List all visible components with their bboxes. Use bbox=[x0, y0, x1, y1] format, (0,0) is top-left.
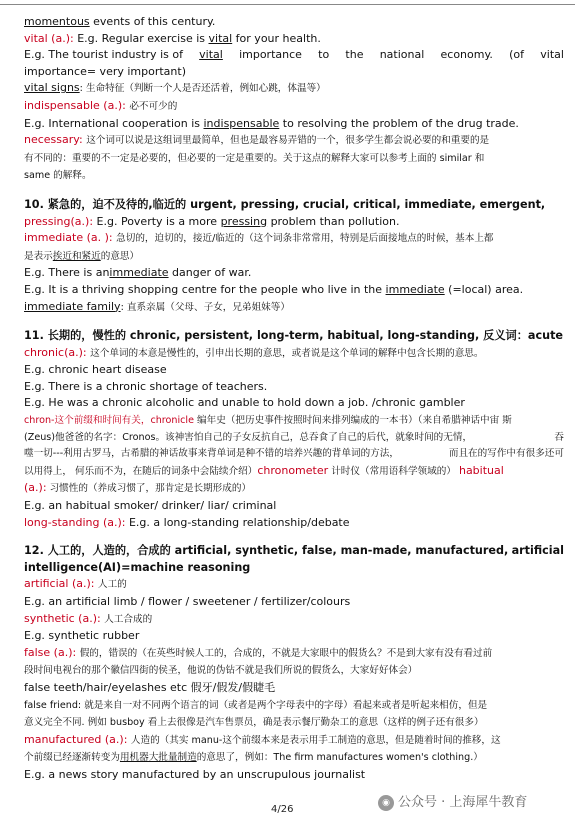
text-line bbox=[24, 662, 564, 680]
underlined-term: indispensable bbox=[203, 116, 280, 130]
text-span: 11. 长期的，慢性的 bbox=[24, 329, 130, 343]
text-line bbox=[24, 116, 564, 133]
text-span: to resolving the problem of the drug trade. bbox=[279, 116, 519, 130]
text-span: false friend: 就是来自一对不同两个语言的词（或者是两个字母表中的字母）看起来或者是听起来相仿，但是 bbox=[24, 699, 488, 711]
text-line bbox=[24, 395, 564, 412]
text-span: 计时仪（常用语科学领域的） bbox=[328, 465, 459, 477]
text-line bbox=[24, 412, 564, 430]
term-label: habitual bbox=[458, 463, 504, 477]
top-rule bbox=[0, 4, 575, 5]
text-span: 人工的 bbox=[97, 579, 127, 591]
text-span: danger of war. bbox=[168, 266, 252, 280]
page-number: 4/26 bbox=[271, 804, 294, 815]
section-gap bbox=[24, 185, 564, 197]
text-span: urgent, pressing, crucial, critical, immediate, emergent, bbox=[190, 197, 546, 211]
section-heading bbox=[24, 543, 564, 560]
text-line bbox=[24, 299, 564, 317]
text-span: 急切的，迫切的，接近/临近的（这个词条非常常用，特别是后面接地点的时候，基本上都 bbox=[116, 233, 494, 245]
text-line bbox=[24, 498, 564, 515]
text-line bbox=[24, 80, 564, 98]
text-line bbox=[24, 645, 564, 663]
wechat-icon: ◉ bbox=[378, 795, 394, 811]
text-line bbox=[24, 767, 564, 784]
text-line bbox=[24, 362, 564, 379]
text-line bbox=[24, 379, 564, 396]
text-span: 编年史（把历史事件按照时间来排列编成的一本书）（来自希腊神话中宙 斯 bbox=[193, 415, 512, 427]
section-heading bbox=[24, 560, 564, 577]
text-span: E.g. It is a thriving shopping centre for the people who live in the bbox=[24, 282, 386, 296]
text-line bbox=[24, 214, 564, 231]
underlined-term: immediate bbox=[109, 266, 169, 280]
text-line bbox=[24, 345, 564, 363]
text-span: 噬一切---利用古罗马，古希腊的神话故事来背单词是种不错的培养兴趣的背单词的方法， bbox=[24, 448, 399, 460]
text-line bbox=[24, 132, 564, 150]
document-body bbox=[24, 14, 564, 784]
underlined-term: momentous bbox=[24, 15, 90, 28]
text-span: E.g. The tourist industry is of bbox=[24, 48, 183, 62]
text-line bbox=[24, 150, 564, 168]
term-label: chronic(a.): bbox=[24, 345, 91, 359]
text-span: importance bbox=[239, 48, 302, 62]
text-span: E.g. There is an bbox=[24, 266, 110, 280]
term-label: chron-这个前缀和时间有关，chronicle bbox=[24, 415, 194, 427]
text-line bbox=[24, 47, 564, 64]
section-heading bbox=[24, 328, 564, 345]
text-span: to bbox=[318, 48, 330, 62]
section-gap bbox=[24, 531, 564, 543]
term-label: vital (a.): bbox=[24, 31, 74, 45]
text-span: E.g. synthetic rubber bbox=[24, 629, 140, 643]
text-span: false teeth/hair/eyelashes etc 假牙/假发/假睫毛 bbox=[24, 680, 276, 694]
text-span: 以用得上， 何乐而不为，在随后的词条中会陆续介绍） bbox=[24, 465, 258, 477]
text-span: events of this century. bbox=[89, 15, 216, 28]
term-label: manufactured (a.): bbox=[24, 732, 131, 746]
text-line bbox=[24, 430, 564, 447]
text-line bbox=[24, 265, 564, 282]
text-line bbox=[24, 282, 564, 299]
text-span: 假的，错误的（在英些时候人工的，合成的，不就是大家眼中的假货么？不是到大家有没有看过前 bbox=[79, 647, 493, 659]
text-span: 这个词可以说是这组词里最简单，但也是最容易弄错的一个，很多学生都会说必要的和重要的是 bbox=[86, 135, 490, 147]
text-span: 而且在的写作中有很多还可 bbox=[448, 448, 564, 460]
watermark bbox=[378, 795, 527, 812]
text-line bbox=[24, 480, 564, 498]
text-span: 12. 人工的，人造的，合成的 artificial, synthetic, false, man-made, manufactured, bbox=[24, 544, 509, 558]
text-span: E.g. chronic heart disease bbox=[24, 363, 167, 377]
text-line bbox=[24, 31, 564, 48]
text-span: E.g. a long-standing relationship/debate bbox=[125, 515, 350, 529]
text-span: the bbox=[345, 48, 364, 62]
underlined-term: 用机器大批量制造 bbox=[119, 752, 197, 764]
text-span: importance= very important) bbox=[24, 64, 187, 78]
term-label: false (a.): bbox=[24, 645, 80, 659]
text-span: 的意思了，例如：The firm manufactures women's clothing.） bbox=[196, 752, 483, 764]
text-span: 必不可少的 bbox=[129, 100, 178, 112]
text-span: E.g. a news story manufactured by an unscrupulous journalist bbox=[24, 767, 366, 781]
text-span: 个前缀已经逐渐转变为 bbox=[24, 752, 120, 764]
text-span: E.g. There is a chronic shortage of teachers. bbox=[24, 379, 268, 393]
text-line bbox=[24, 697, 564, 715]
text-span: artificial bbox=[511, 544, 564, 558]
text-span: same 的解释。 bbox=[24, 170, 92, 182]
text-span: chronic, persistent, long-term, habitual, long-standing, bbox=[129, 329, 480, 343]
term-label: (a.): bbox=[24, 481, 47, 495]
underlined-term: vital bbox=[199, 48, 223, 62]
text-span: 习惯性的（养成习惯了，那肯定是长期形成的） bbox=[46, 483, 252, 495]
text-span: 是表示 bbox=[24, 250, 53, 262]
term-label: indispensable (a.): bbox=[24, 98, 130, 112]
text-span: E.g. an habitual smoker/ drinker/ liar/ criminal bbox=[24, 499, 277, 513]
term-label: pressing(a.): bbox=[24, 214, 94, 228]
text-span: intelligence(AI)=machine reasoning bbox=[24, 560, 251, 574]
text-line bbox=[24, 680, 564, 697]
underlined-term: pressing bbox=[220, 214, 268, 228]
text-line bbox=[24, 611, 564, 629]
text-span: (of bbox=[509, 48, 525, 62]
text-line bbox=[24, 749, 564, 767]
text-span: 人造的（其实 manu-这个前缀本来是表示用手工制造的意思，但是随着时间的推移，这 bbox=[130, 734, 501, 746]
text-span: (Zeus)他爸爸的名字：Cronos。该神害怕自己的子女反抗自己，总吞食了自己的后代，就象时间的无情， bbox=[24, 431, 473, 443]
text-line bbox=[24, 248, 564, 266]
term-label: chronometer bbox=[257, 463, 329, 477]
underlined-term: immediate family bbox=[24, 299, 121, 313]
text-span: 段时间电视台的那个徽信四街的侯圣，他说的伪钻不就是我们所说的假货么，大家好好体会） bbox=[24, 665, 418, 677]
text-span: economy. bbox=[440, 48, 493, 62]
text-span: (=local) area. bbox=[444, 282, 524, 296]
text-span: E.g. Poverty is a more bbox=[93, 214, 221, 228]
term-label: synthetic (a.): bbox=[24, 611, 105, 625]
text-span: problem than pollution. bbox=[267, 214, 400, 228]
text-line bbox=[24, 594, 564, 611]
text-span: : 生命特征（判断一个人是否还活着，例如心跳，体温等） bbox=[79, 83, 326, 95]
section-heading bbox=[24, 197, 564, 214]
text-span: E.g. He was a chronic alcoholic and unable to hold down a job. /chronic gambler bbox=[24, 396, 465, 410]
text-line bbox=[24, 732, 564, 750]
text-span: 吞 bbox=[554, 431, 564, 443]
text-line bbox=[24, 628, 564, 645]
text-line bbox=[24, 64, 564, 81]
text-span: E.g. an artificial limb / flower / sweetener / fertilizer/colours bbox=[24, 595, 351, 608]
underlined-term: vital bbox=[208, 31, 233, 45]
text-line bbox=[24, 576, 564, 594]
text-span: national bbox=[379, 48, 425, 62]
text-span: 人工合成的 bbox=[104, 613, 153, 625]
text-line bbox=[24, 463, 564, 481]
text-line bbox=[24, 515, 564, 532]
underlined-term: vital signs bbox=[24, 81, 80, 95]
text-span: for your health. bbox=[232, 31, 321, 45]
text-span: : 直系亲属（父母、子女，兄弟姐妹等） bbox=[120, 301, 290, 313]
term-label: necessary: bbox=[24, 133, 87, 147]
term-label: artificial (a.): bbox=[24, 577, 98, 591]
text-span: 这个单词的本意是慢性的，引申出长期的意思，或者说是这个单词的解释中包含长期的意思。 bbox=[90, 347, 484, 359]
underlined-term: 挨近和紧近 bbox=[52, 250, 101, 262]
text-span: 的意思） bbox=[100, 250, 140, 262]
term-label: long-standing (a.): bbox=[24, 515, 126, 529]
text-span: 有不同的：重要的不一定是必要的，但必要的一定是重要的。关于这点的解释大家可以参考上面的 similar 和 bbox=[24, 152, 485, 164]
text-line bbox=[24, 230, 564, 248]
text-line bbox=[24, 167, 564, 185]
text-span: 反义词：acute bbox=[479, 329, 564, 343]
text-line bbox=[24, 714, 564, 732]
section-gap bbox=[24, 316, 564, 328]
text-span: vital bbox=[540, 48, 564, 62]
text-span: E.g. International cooperation is bbox=[24, 116, 204, 130]
text-line bbox=[24, 98, 564, 116]
watermark-text: 公众号 · 上海犀牛教育 bbox=[398, 795, 528, 810]
text-span: 意义完全不同. 例如 busboy 看上去很像是汽车售票员，确是表示餐厅勤杂工的意思（这样的例子还有很多） bbox=[24, 717, 484, 729]
text-span: E.g. Regular exercise is bbox=[73, 31, 209, 45]
text-line bbox=[24, 14, 564, 31]
term-label: immediate (a. ): bbox=[24, 231, 117, 245]
underlined-term: immediate bbox=[385, 282, 445, 296]
text-span: 10. 紧急的，迫不及待的,临近的 bbox=[24, 197, 191, 211]
text-line bbox=[24, 446, 564, 463]
